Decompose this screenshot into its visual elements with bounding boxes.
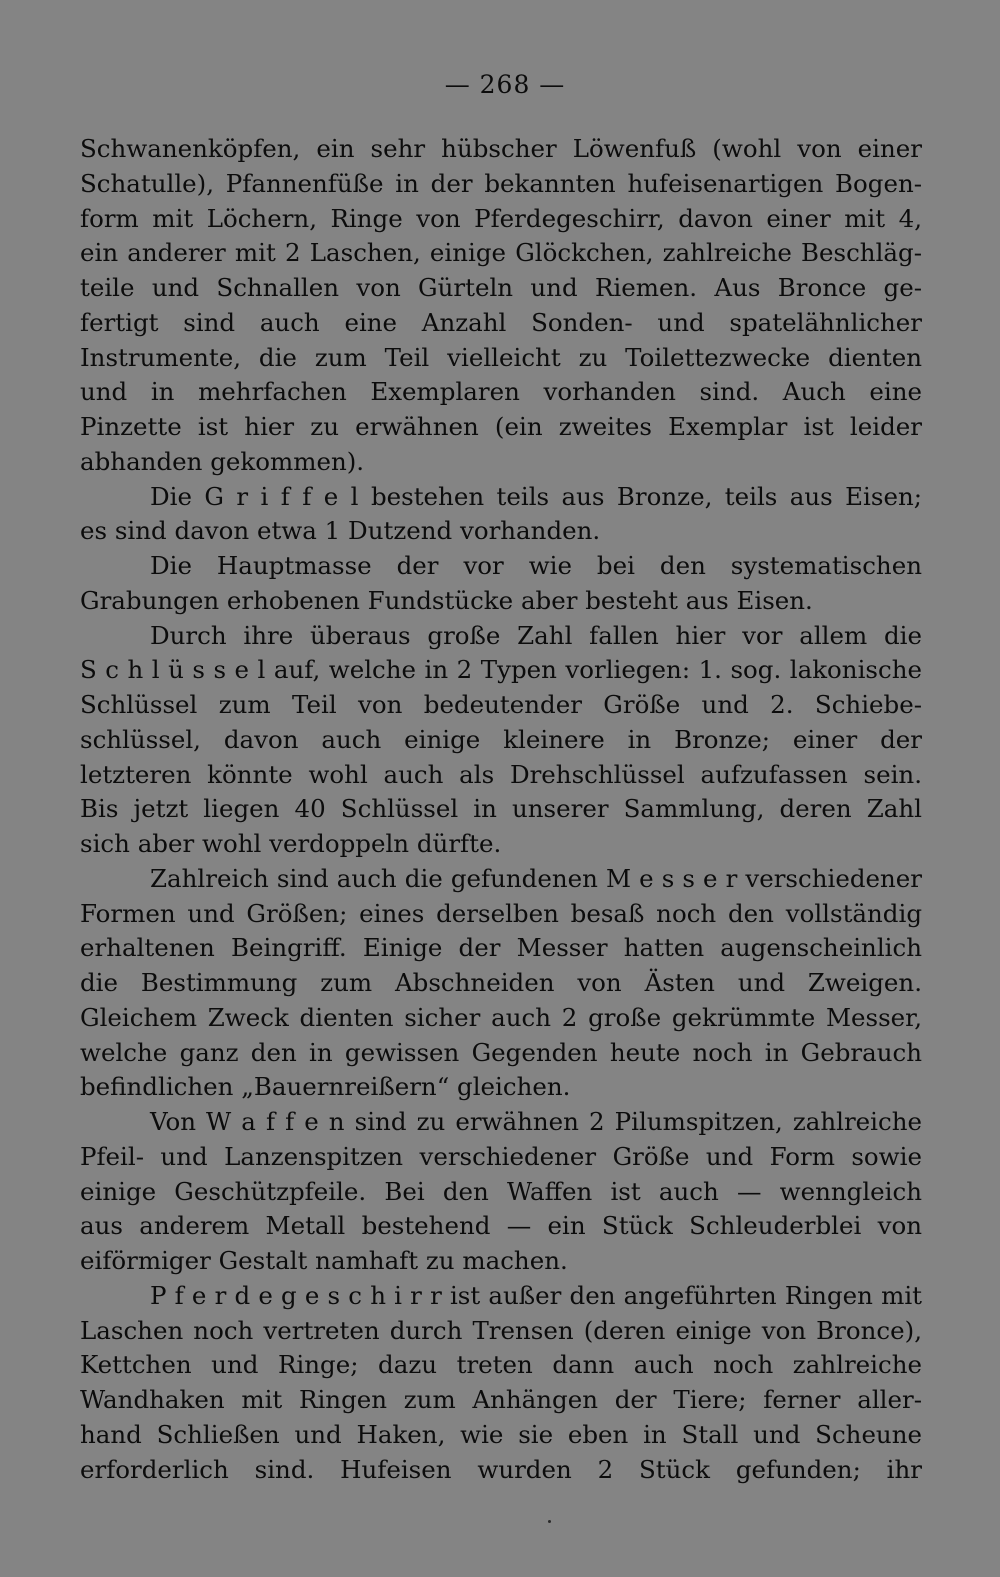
text-line: Pfeil- und Lanzenspitzen verschiedener Größe und Form sowie bbox=[80, 1141, 922, 1171]
text-line: eiförmiger Gestalt namhaft zu machen. bbox=[80, 1246, 568, 1275]
text-line: erforderlich sind. Hufeisen wurden 2 Stück gefunden; ihr bbox=[80, 1454, 922, 1484]
body-text bbox=[80, 132, 922, 1487]
text-line: Schatulle), Pfannenfüße in der bekannten hufeisenartigen Bogen- bbox=[80, 168, 922, 198]
text-line: ein anderer mit 2 Laschen, einige Glöckchen, zahlreiche Beschläg- bbox=[80, 238, 922, 268]
text-line: es sind davon etwa 1 Dutzend vorhanden. bbox=[80, 516, 601, 546]
text-line: Gleichem Zweck dienten sicher auch 2 große gekrümmte Messer, bbox=[80, 1002, 922, 1032]
text-line: Instrumente, die zum Teil vielleicht zu Toilettezwecke dienten bbox=[80, 342, 922, 372]
text-line: schlüssel, davon auch einige kleinere in Bronze; einer der bbox=[80, 724, 922, 754]
text-line: Formen und Größen; eines derselben besaß noch den vollständig bbox=[80, 898, 922, 928]
text-line: Schlüssel zum Teil von bedeutender Größe und 2. Schiebe- bbox=[80, 690, 922, 719]
paragraph-first-line: Die Hauptmasse der vor wie bei den systematischen bbox=[150, 551, 922, 580]
text-line: form mit Löchern, Ringe von Pferdegeschirr, davon einer mit 4, bbox=[80, 203, 922, 233]
text-line: und in mehrfachen Exemplaren vorhanden sind. Auch eine bbox=[80, 377, 922, 407]
text-line: erhaltenen Beingriff. Einige der Messer hatten augenscheinlich bbox=[80, 933, 922, 963]
text-line: einige Geschützpfeile. Bei den Waffen ist auch — wenngleich bbox=[80, 1176, 922, 1206]
text-line: hand Schließen und Haken, wie sie eben in Stall und Scheune bbox=[80, 1419, 922, 1449]
paragraph-first-line: Durch ihre überaus große Zahl fallen hier vor allem die bbox=[150, 620, 922, 650]
paragraph-first-line: Zahlreich sind auch die gefundenen M e s s e r verschiedener bbox=[150, 863, 922, 893]
text-line: S c h l ü s s e l auf, welche in 2 Typen vorliegen: 1. sog. lakonische bbox=[80, 655, 922, 685]
text-line: Wandhaken mit Ringen zum Anhängen der Tiere; ferner aller- bbox=[80, 1385, 922, 1414]
text-line: Grabungen erhobenen Fundstücke aber besteht aus Eisen. bbox=[80, 585, 813, 615]
text-line: fertigt sind auch eine Anzahl Sonden- und spatelähnlicher bbox=[80, 307, 922, 337]
text-line: Bis jetzt liegen 40 Schlüssel in unserer Sammlung, deren Zahl bbox=[80, 794, 922, 824]
text-line: aus anderem Metall bestehend — ein Stück Schleuderblei von bbox=[80, 1211, 922, 1241]
paragraph-first-line: P f e r d e g e s c h i r r ist außer den angeführten Ringen mit bbox=[150, 1280, 922, 1310]
paragraph-first-line: Die G r i f f e l bestehen teils aus Bronze, teils aus Eisen; bbox=[150, 481, 922, 511]
paragraph-first-line: Von W a f f e n sind zu erwähnen 2 Pilumspitzen, zahlreiche bbox=[150, 1107, 922, 1136]
text-line: Pinzette ist hier zu erwähnen (ein zweites Exemplar ist leider bbox=[80, 412, 922, 441]
text-line: die Bestimmung zum Abschneiden von Ästen und Zweigen. bbox=[80, 968, 922, 997]
text-line: letzteren könnte wohl auch als Drehschlüssel aufzufassen sein. bbox=[80, 759, 922, 789]
text-line: Laschen noch vertreten durch Trensen (deren einige von Bronce), bbox=[80, 1315, 922, 1345]
text-line: befindlichen „Bauernreißern“ gleichen. bbox=[80, 1072, 571, 1102]
text-line: teile und Schnallen von Gürteln und Riemen. Aus Bronce ge- bbox=[80, 273, 922, 302]
page-number: — 268 — bbox=[444, 70, 566, 99]
text-line: sich aber wohl verdoppeln dürfte. bbox=[80, 829, 502, 858]
text-line: Schwanenköpfen, ein sehr hübscher Löwenfuß (wohl von einer bbox=[80, 134, 922, 163]
text-line: abhanden gekommen). bbox=[80, 446, 365, 476]
text-line: Kettchen und Ringe; dazu treten dann auch noch zahlreiche bbox=[80, 1350, 922, 1380]
print-speck bbox=[548, 1520, 551, 1523]
text-line: welche ganz den in gewissen Gegenden heute noch in Gebrauch bbox=[80, 1037, 922, 1067]
